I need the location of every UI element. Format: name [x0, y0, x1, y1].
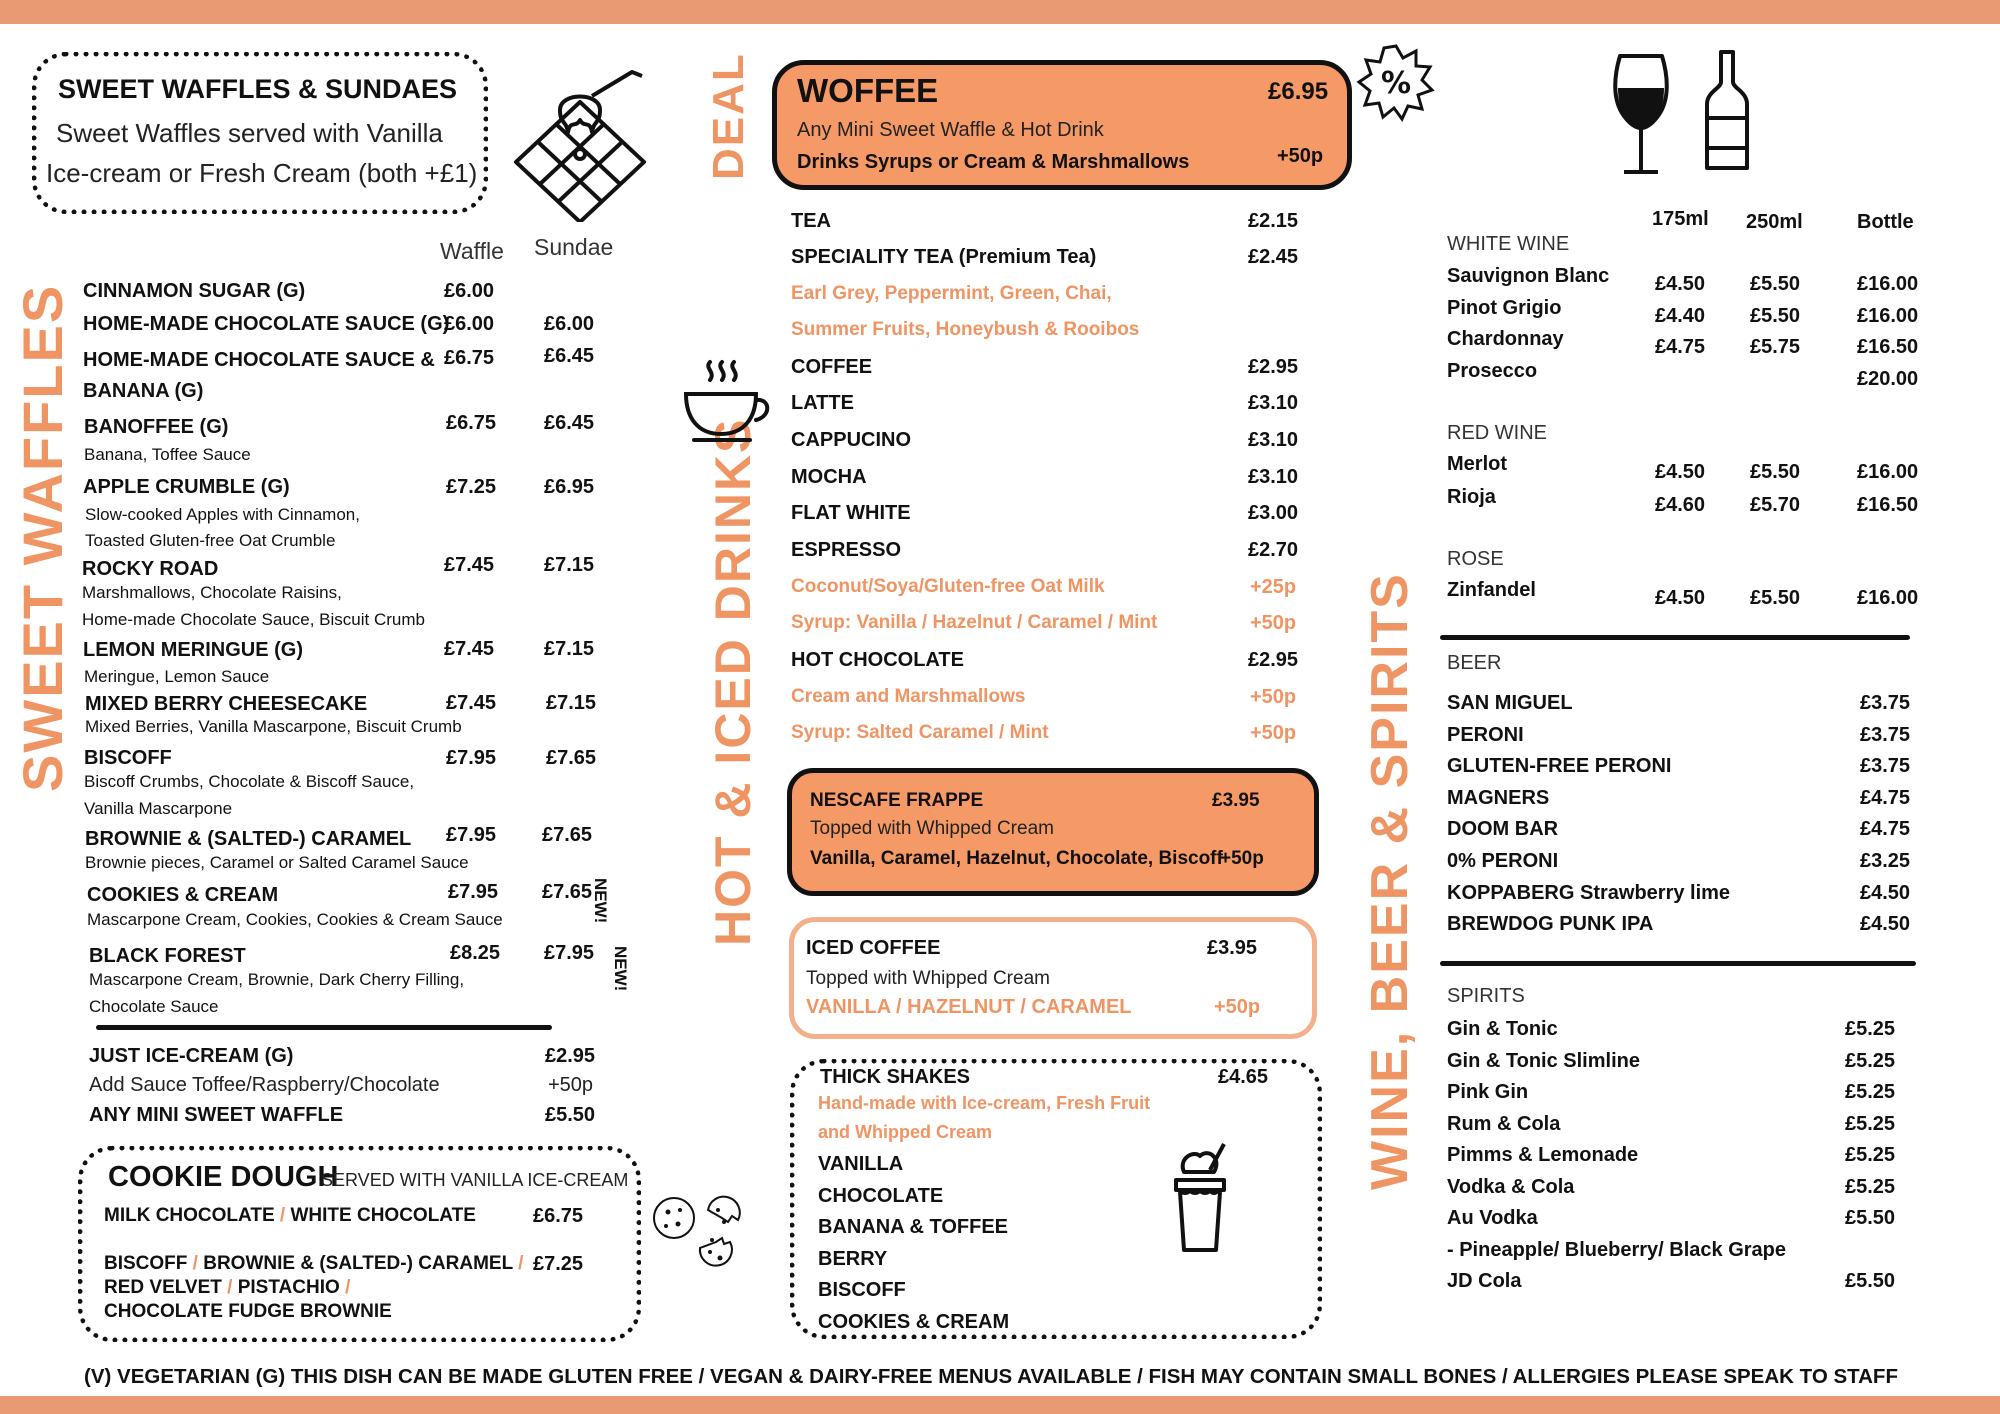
wine-item: Sauvignon Blanc	[1447, 265, 1610, 287]
beer-item: GLUTEN-FREE PERONI	[1447, 755, 1672, 778]
list-item-desc: Mascarpone Cream, Brownie, Dark Cherry Filling,	[89, 970, 465, 989]
list-item-desc: Home-made Chocolate Sauce, Biscuit Crumb	[82, 610, 425, 629]
list-item: HOT CHOCOLATE	[791, 649, 964, 671]
list-item-desc: Toasted Gluten-free Oat Crumble	[85, 531, 336, 550]
price-bottle: £16.50	[1857, 494, 1919, 516]
list-item-desc: Chocolate Sauce	[89, 997, 219, 1016]
woffee-line-2-price: +50p	[1277, 145, 1324, 167]
list-item: ROCKY ROAD	[82, 558, 219, 580]
spirit-item: Pimms & Lemonade	[1447, 1144, 1639, 1166]
sundae-price: £7.15	[544, 554, 595, 576]
sundae-price: £7.65	[542, 824, 593, 846]
sundae-price: £6.45	[544, 412, 595, 434]
beer-price: £4.50	[1860, 881, 1911, 904]
price-250ml: £5.70	[1750, 494, 1801, 516]
shake-flavour: VANILLA	[818, 1153, 904, 1175]
wine-beer-spirits-title: WINE, BEER & SPIRITS	[1361, 572, 1419, 1190]
list-item: BISCOFF	[84, 747, 172, 769]
woffee-line-1: Any Mini Sweet Waffle & Hot Drink	[797, 119, 1104, 141]
cookie-option: MILK CHOCOLATE	[104, 1205, 275, 1226]
spirit-item: Au Vodka	[1447, 1207, 1538, 1229]
list-item-price: +25p	[1250, 576, 1297, 598]
sundae-price: £6.45	[544, 345, 595, 367]
list-item-desc: Brownie pieces, Caramel or Salted Caramel Sauce	[85, 853, 469, 872]
spirit-item: - Pineapple/ Blueberry/ Black Grape	[1447, 1238, 1787, 1261]
sauce-text: Add Sauce Toffee/Raspberry/Chocolate	[89, 1074, 440, 1096]
waffle-price: £7.45	[444, 554, 495, 576]
list-item-desc: Banana, Toffee Sauce	[84, 445, 251, 464]
sundae-price: £7.95	[544, 942, 595, 964]
footer-note: (V) VEGETARIAN (G) THIS DISH CAN BE MADE GLUTEN FREE / VEGAN & DAIRY-FREE MENUS AVAILABLE / FISH MAY CONTAIN SMALL BONES / ALLERGIES PLEASE SPEAK TO STAFF	[84, 1365, 1898, 1388]
beer-item: DOOM BAR	[1447, 818, 1559, 841]
list-item-desc: Mixed Berries, Vanilla Mascarpone, Biscuit Crumb	[85, 717, 462, 736]
list-item: Summer Fruits, Honeybush & Rooibos	[791, 319, 1140, 340]
frappe-flavours-price: +50p	[1220, 848, 1264, 869]
cookie-option: RED VELVET	[104, 1277, 222, 1298]
waffles-heading: SWEET WAFFLES & SUNDAES	[58, 74, 458, 104]
frappe-flavours: Vanilla, Caramel, Hazelnut, Chocolate, Biscoff	[810, 848, 1223, 869]
list-item-desc: Biscoff Crumbs, Chocolate & Biscoff Sauce,	[84, 772, 415, 791]
beer-price: £3.75	[1860, 692, 1911, 714]
list-item: COFFEE	[791, 356, 873, 378]
cookie-option: PISTACHIO	[237, 1277, 340, 1298]
icecream-price: £2.95	[545, 1045, 596, 1067]
shake-flavour: BANANA & TOFFEE	[818, 1216, 1008, 1239]
col-sundae-header: Sundae	[534, 234, 614, 260]
separator: /	[227, 1277, 233, 1298]
list-item-price: +50p	[1250, 722, 1297, 744]
spirit-price: £5.25	[1845, 1112, 1896, 1135]
list-item-price: £2.95	[1248, 356, 1299, 378]
price-bottle: £16.00	[1857, 461, 1919, 483]
sundae-price: £7.65	[542, 881, 593, 903]
separator: /	[192, 1253, 198, 1274]
cookie-row-4: CHOCOLATE FUDGE BROWNIE	[104, 1301, 392, 1322]
spirit-price: £5.25	[1845, 1018, 1896, 1040]
shakes-title: THICK SHAKES	[820, 1066, 971, 1088]
woffee-line-2: Drinks Syrups or Cream & Marshmallows	[797, 151, 1190, 173]
price-175ml: £4.50	[1655, 461, 1706, 483]
price-175ml: £4.60	[1655, 494, 1706, 516]
price-250ml: £5.50	[1750, 273, 1801, 295]
shakes-price: £4.65	[1218, 1066, 1269, 1088]
separator: /	[279, 1205, 286, 1226]
list-item: BANOFFEE (G)	[84, 416, 229, 438]
list-item-cont: BANANA (G)	[83, 380, 204, 402]
col-bottle: Bottle	[1857, 211, 1914, 233]
shakes-sub-2: and Whipped Cream	[818, 1122, 993, 1142]
list-item: Syrup: Vanilla / Hazelnut / Caramel / Mint	[791, 612, 1158, 633]
cookie-option: BISCOFF	[104, 1253, 188, 1274]
list-item: Cream and Marshmallows	[791, 686, 1026, 707]
list-item: HOME-MADE CHOCOLATE SAUCE &	[83, 349, 435, 371]
shake-flavour: CHOCOLATE	[818, 1184, 944, 1207]
shakes-sub-1: Hand-made with Ice-cream, Fresh Fruit	[818, 1093, 1151, 1113]
spirit-item: Gin & Tonic	[1447, 1018, 1558, 1040]
frappe-sub: Topped with Whipped Cream	[810, 818, 1054, 839]
beer-item: SAN MIGUEL	[1447, 692, 1573, 714]
waffle-price: £6.00	[444, 280, 495, 302]
wine-item: Rioja	[1447, 486, 1496, 508]
wine-item: Prosecco	[1447, 360, 1538, 382]
spirit-price: £5.25	[1845, 1144, 1896, 1166]
sauce-price: +50p	[548, 1074, 594, 1096]
list-item: SPECIALITY TEA (Premium Tea)	[791, 246, 1097, 268]
shake-flavour: COOKIES & CREAM	[818, 1310, 1010, 1333]
waffles-intro-2: Ice-cream or Fresh Cream (both +£1)	[46, 158, 478, 188]
beer-price: £3.75	[1860, 755, 1911, 778]
new-badge-cookies: NEW!	[591, 878, 610, 924]
col-250ml: 250ml	[1746, 211, 1803, 233]
iced-coffee-flavours-price: +50p	[1214, 996, 1261, 1018]
sundae-price: £7.15	[546, 692, 597, 714]
spirit-price: £5.25	[1845, 1175, 1896, 1198]
iced-coffee-flavours: VANILLA / HAZELNUT / CARAMEL	[806, 996, 1132, 1018]
waffle-price: £7.45	[444, 638, 495, 660]
cookie-row-1-price: £6.75	[533, 1205, 584, 1227]
beer-price: £3.25	[1860, 850, 1911, 872]
spirit-item: Vodka & Cola	[1447, 1175, 1575, 1198]
cookie-row-2-price: £7.25	[533, 1253, 584, 1275]
list-item: Syrup: Salted Caramel / Mint	[791, 722, 1049, 743]
price-250ml: £5.75	[1750, 336, 1801, 358]
sweet-waffles-title: SWEET WAFFLES	[11, 283, 74, 792]
beer-price: £4.50	[1860, 913, 1911, 936]
deal-title: DEAL	[704, 52, 753, 180]
wine-item: Chardonnay	[1447, 328, 1564, 350]
list-item: MIXED BERRY CHEESECAKE	[85, 693, 368, 715]
spirits-label: SPIRITS	[1447, 985, 1525, 1007]
price-175ml: £4.75	[1655, 336, 1706, 358]
spirit-item: JD Cola	[1447, 1270, 1522, 1292]
col-175ml: 175ml	[1652, 208, 1709, 230]
separator: /	[345, 1277, 351, 1298]
list-item: Earl Grey, Peppermint, Green, Chai,	[791, 283, 1112, 304]
cookie-option: WHITE CHOCOLATE	[290, 1205, 476, 1226]
list-item: Coconut/Soya/Gluten-free Oat Milk	[791, 576, 1105, 597]
frappe-price: £3.95	[1212, 790, 1260, 811]
new-badge-black-forest: NEW!	[611, 946, 630, 992]
spirit-item: Pink Gin	[1447, 1081, 1529, 1103]
cookie-dough-subtitle: SERVED WITH VANILLA ICE-CREAM	[321, 1170, 629, 1190]
shake-flavour: BISCOFF	[818, 1279, 906, 1302]
woffee-title: WOFFEE	[797, 72, 939, 109]
list-item-price: £3.00	[1248, 502, 1299, 524]
list-item: TEA	[791, 210, 831, 232]
list-item: LEMON MERINGUE (G)	[83, 639, 303, 661]
list-item: BLACK FOREST	[89, 945, 246, 967]
list-item-price: +50p	[1250, 612, 1297, 634]
list-item-desc: Mascarpone Cream, Cookies, Cookies & Cream Sauce	[87, 910, 503, 929]
price-175ml: £4.40	[1655, 305, 1706, 327]
waffle-price: £6.75	[444, 347, 495, 369]
bottom-band	[0, 1396, 2000, 1414]
sundae-price: £6.95	[544, 476, 595, 498]
price-250ml: £5.50	[1750, 461, 1801, 483]
red-wine-label: RED WINE	[1447, 422, 1547, 444]
list-item: ESPRESSO	[791, 539, 902, 561]
sundae-price: £7.65	[546, 747, 597, 769]
list-item-price: £3.10	[1248, 392, 1299, 414]
iced-coffee-sub: Topped with Whipped Cream	[806, 968, 1050, 989]
list-item-price: £3.10	[1248, 429, 1299, 451]
list-item-desc: Marshmallows, Chocolate Raisins,	[82, 583, 342, 602]
mini-waffle-item: ANY MINI SWEET WAFFLE	[89, 1104, 344, 1126]
beer-label: BEER	[1447, 652, 1502, 674]
beer-price: £4.75	[1860, 786, 1911, 809]
list-item-price: £2.45	[1248, 246, 1299, 268]
list-item: CINNAMON SUGAR (G)	[83, 280, 306, 302]
price-175ml: £4.50	[1655, 273, 1706, 295]
price-bottle: £16.00	[1857, 273, 1919, 295]
white-wine-label: WHITE WINE	[1447, 233, 1570, 255]
wine-item: Zinfandel	[1447, 579, 1536, 601]
list-item-desc: Vanilla Mascarpone	[84, 799, 233, 818]
sundae-price: £6.00	[544, 313, 595, 335]
shake-flavour: BERRY	[818, 1247, 888, 1270]
wine-item: Merlot	[1447, 453, 1507, 475]
waffle-price: £7.95	[448, 881, 499, 903]
beer-item: MAGNERS	[1447, 786, 1550, 809]
list-item-desc: Meringue, Lemon Sauce	[84, 667, 270, 686]
list-item: FLAT WHITE	[791, 502, 911, 524]
list-item-desc: Slow-cooked Apples with Cinnamon,	[85, 505, 360, 524]
discount-badge-text: %	[1380, 66, 1412, 101]
price-bottle: £20.00	[1857, 368, 1919, 390]
list-item: CAPPUCINO	[791, 429, 912, 451]
wine-item: Pinot Grigio	[1447, 297, 1562, 319]
beer-item: BREWDOG PUNK IPA	[1447, 913, 1654, 936]
list-item-price: +50p	[1250, 686, 1297, 708]
sundae-price: £7.15	[544, 638, 595, 660]
list-item-price: £3.10	[1248, 466, 1299, 488]
price-250ml: £5.50	[1750, 305, 1801, 327]
separator: /	[518, 1253, 524, 1274]
list-item: LATTE	[791, 392, 854, 414]
spirit-item: Gin & Tonic Slimline	[1447, 1049, 1640, 1072]
list-item: COOKIES & CREAM	[87, 884, 279, 906]
price-bottle: £16.00	[1857, 587, 1919, 609]
waffle-price: £7.45	[446, 692, 497, 714]
list-item-price: £2.15	[1248, 210, 1299, 232]
icecream-item: JUST ICE-CREAM (G)	[89, 1045, 294, 1067]
cookie-option: BROWNIE & (SALTED-) CARAMEL	[203, 1253, 513, 1274]
waffles-intro-1: Sweet Waffles served with Vanilla	[56, 118, 443, 148]
mini-waffle-price: £5.50	[545, 1104, 596, 1126]
spirit-price: £5.25	[1845, 1081, 1896, 1103]
beer-item: PERONI	[1447, 723, 1524, 746]
beer-item: KOPPABERG Strawberry lime	[1447, 881, 1731, 904]
waffle-price: £7.25	[446, 476, 497, 498]
price-250ml: £5.50	[1750, 587, 1801, 609]
list-item-price: £2.95	[1248, 649, 1299, 671]
waffle-price: £6.75	[446, 412, 497, 434]
price-bottle: £16.50	[1857, 336, 1919, 358]
list-item: MOCHA	[791, 466, 867, 488]
hot-iced-title: HOT & ICED DRINKS	[705, 417, 761, 946]
iced-coffee-price: £3.95	[1207, 937, 1258, 959]
beer-price: £4.75	[1860, 818, 1911, 841]
list-item: BROWNIE & (SALTED-) CARAMEL	[85, 828, 412, 850]
waffle-price: £6.00	[444, 313, 495, 335]
list-item: HOME-MADE CHOCOLATE SAUCE (G)	[83, 313, 450, 335]
iced-coffee-title: ICED COFFEE	[806, 937, 941, 959]
rose-label: ROSE	[1447, 548, 1504, 570]
list-item-price: £2.70	[1248, 539, 1299, 561]
waffle-price: £8.25	[450, 942, 501, 964]
cookie-dough-title: COOKIE DOUGH	[108, 1161, 339, 1193]
beer-item: 0% PERONI	[1447, 850, 1559, 872]
spirit-price: £5.25	[1845, 1049, 1896, 1072]
list-item: APPLE CRUMBLE (G)	[83, 476, 290, 498]
spirit-price: £5.50	[1845, 1270, 1896, 1292]
waffle-price: £7.95	[446, 747, 497, 769]
spirit-item: Rum & Cola	[1447, 1112, 1561, 1135]
beer-price: £3.75	[1860, 723, 1911, 746]
price-bottle: £16.00	[1857, 305, 1919, 327]
woffee-price: £6.95	[1268, 78, 1329, 105]
price-175ml: £4.50	[1655, 587, 1706, 609]
waffle-price: £7.95	[446, 824, 497, 846]
frappe-title: NESCAFE FRAPPE	[810, 790, 984, 811]
col-waffle-header: Waffle	[440, 238, 504, 264]
spirit-price: £5.50	[1845, 1207, 1896, 1229]
